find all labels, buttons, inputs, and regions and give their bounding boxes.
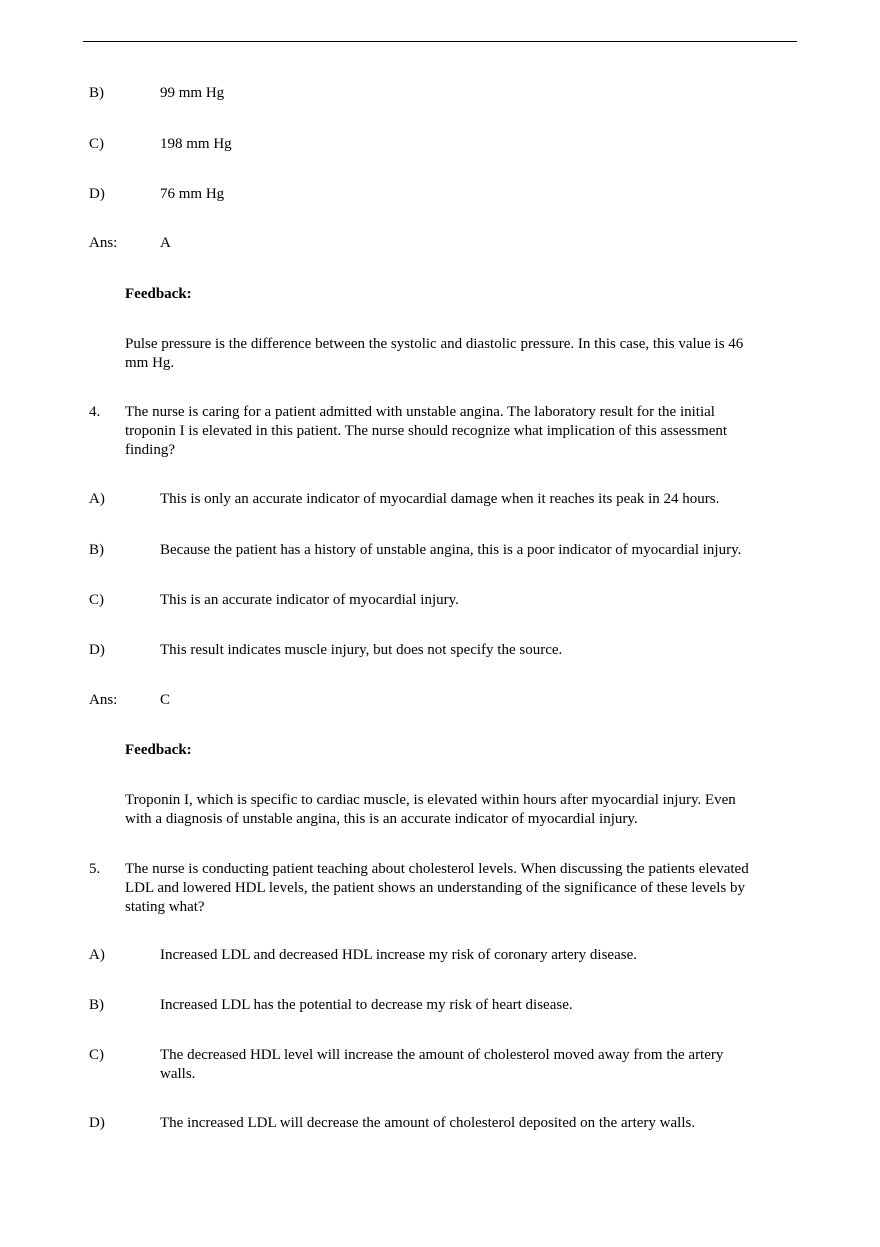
q4-feedback-text [125,791,736,829]
q5-option-a-label: A) [89,947,105,963]
q5-stem-line: LDL and lowered HDL levels, the patient shows an understanding of the significance of these levels by [125,880,745,896]
q5-option-a-text: Increased LDL and decreased HDL increase my risk of coronary artery disease. [160,947,637,963]
q5-option-c-label: C) [89,1047,104,1063]
q3-option-b-text: 99 mm Hg [160,85,225,101]
q4-answer: C [160,692,171,708]
q5-option-d-text: The increased LDL will decrease the amount of cholesterol deposited on the artery walls. [160,1115,696,1131]
q4-stem-line: troponin I is elevated in this patient. The nurse should recognize what implication of this assessment [125,423,728,439]
q3-option-d-text: 76 mm Hg [160,186,225,202]
q4-feedback-label: Feedback: [125,742,192,758]
q5-stem [125,860,749,917]
q5-number: 5. [89,861,101,877]
header-rule [83,41,797,42]
q4-option-d-text: This result indicates muscle injury, but does not specify the source. [160,642,563,658]
q4-option-a-text: This is only an accurate indicator of myocardial damage when it reaches its peak in 24 hours. [160,491,720,507]
q3-feedback-line: Pulse pressure is the difference between the systolic and diastolic pressure. In this case, this value is 46 [125,336,744,352]
q4-number: 4. [89,404,101,420]
q5-option-c-line: The decreased HDL level will increase the amount of cholesterol moved away from the artery [160,1047,724,1063]
q4-option-a-label: A) [89,491,105,507]
q5-option-d-label: D) [89,1115,105,1131]
q3-feedback-text [125,335,743,373]
q5-stem-line: stating what? [125,899,205,915]
q5-option-b-text: Increased LDL has the potential to decrease my risk of heart disease. [160,997,573,1013]
q4-option-c-text: This is an accurate indicator of myocardial injury. [160,592,459,608]
q5-option-b-label: B) [89,997,104,1013]
q3-option-d-label: D) [89,186,105,202]
q4-feedback-line: with a diagnosis of unstable angina, this is an accurate indicator of myocardial injury. [125,811,638,827]
q3-answer: A [160,235,171,251]
q4-stem [125,403,727,460]
q3-option-c-label: C) [89,136,104,152]
q3-feedback-line: mm Hg. [125,355,175,371]
q5-option-c-text [160,1046,723,1084]
q3-feedback-label: Feedback: [125,286,192,302]
q5-stem-line: The nurse is conducting patient teaching about cholesterol levels. When discussing the patients elevated [125,861,749,877]
q4-stem-line: finding? [125,442,175,458]
q4-stem-line: The nurse is caring for a patient admitted with unstable angina. The laboratory result for the initial [125,404,715,420]
q4-option-c-label: C) [89,592,104,608]
q5-option-c-line: walls. [160,1066,196,1082]
q3-option-c-text: 198 mm Hg [160,136,232,152]
q4-option-b-text: Because the patient has a history of unstable angina, this is a poor indicator of myocardial injury. [160,542,742,558]
q3-answer-label: Ans: [89,235,118,251]
q4-feedback-line: Troponin I, which is specific to cardiac muscle, is elevated within hours after myocardial injury. Even [125,792,736,808]
q3-option-b-label: B) [89,85,104,101]
q4-answer-label: Ans: [89,692,118,708]
q4-option-d-label: D) [89,642,105,658]
q4-option-b-label: B) [89,542,104,558]
